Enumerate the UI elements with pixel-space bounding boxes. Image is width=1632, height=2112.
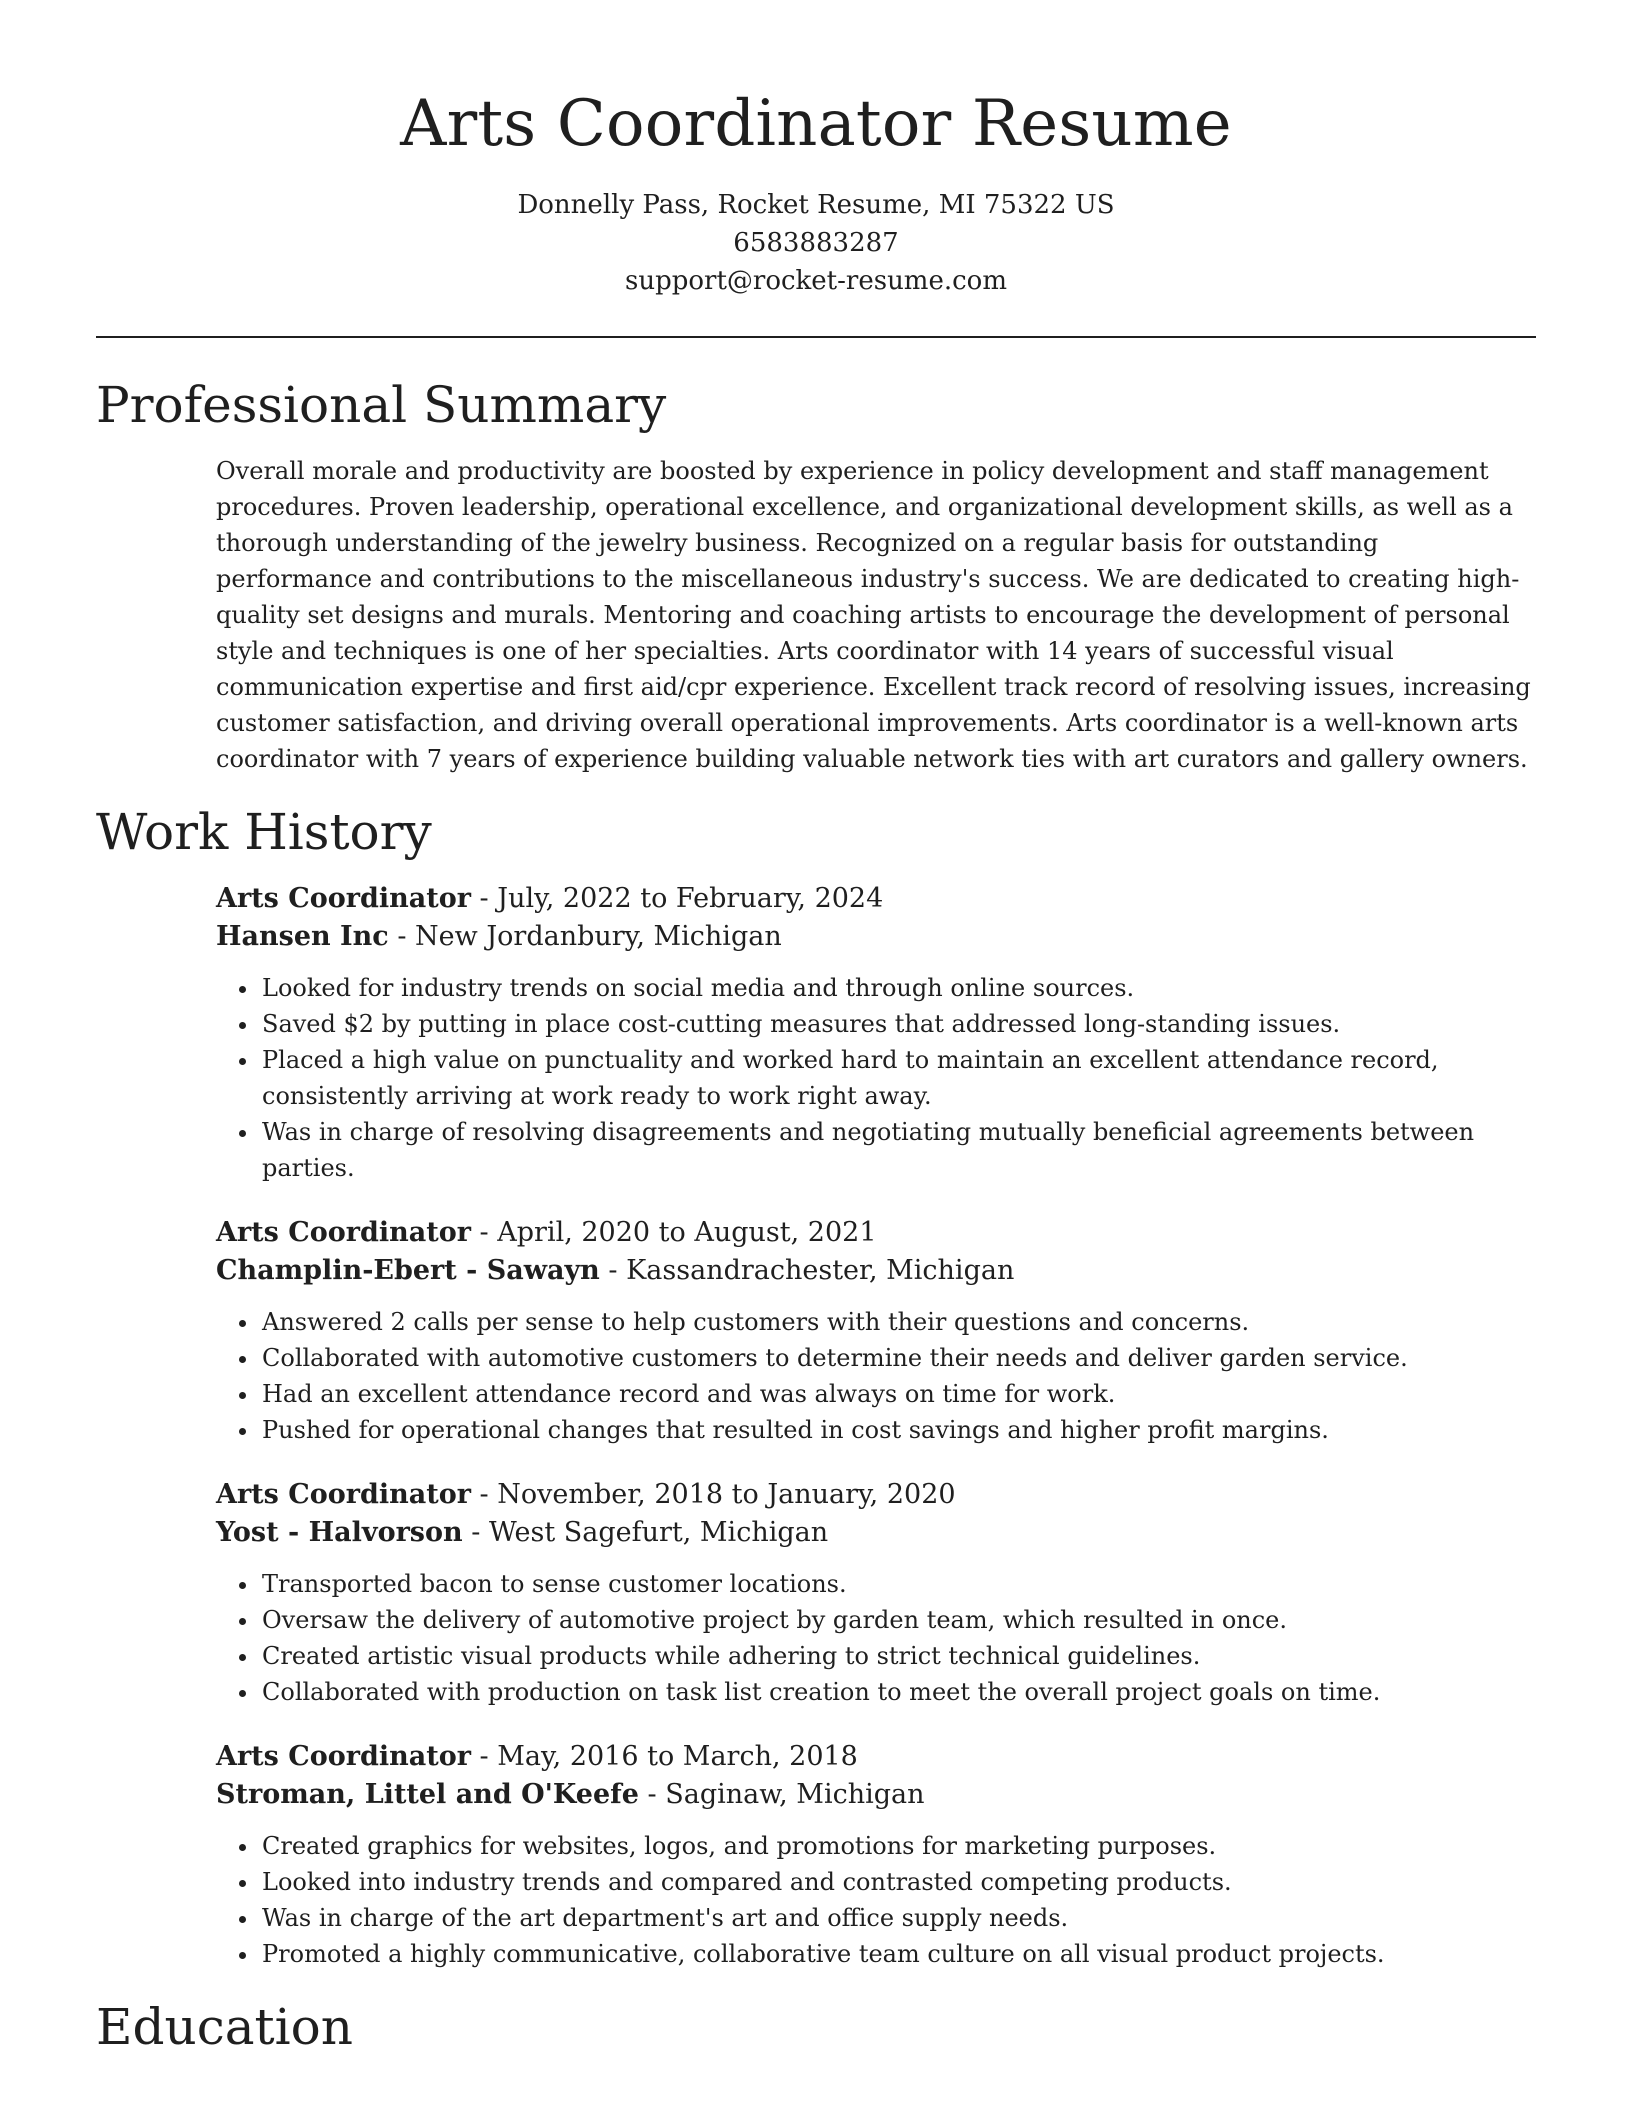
separator: -: [470, 1216, 498, 1248]
job-company-line: [216, 918, 1536, 956]
job-bullet: • Transported bacon to sense customer locations.: [260, 1566, 1536, 1602]
job-entry: [216, 1738, 1536, 1972]
summary-heading: Professional Summary: [96, 375, 667, 434]
job-location: Saginaw, Michigan: [665, 1778, 925, 1810]
education-section: [96, 1997, 1536, 2056]
job-list: [96, 880, 1536, 1972]
job-dates: April, 2020 to August, 2021: [497, 1216, 877, 1248]
contact-address: Donnelly Pass, Rocket Resume, MI 75322 US: [517, 189, 1115, 220]
separator: -: [462, 1516, 489, 1548]
job-bullet: • Looked for industry trends on social media and through online sources.: [260, 970, 1536, 1006]
contact-email: support@rocket-resume.com: [624, 265, 1007, 296]
job-bullet: • Saved $2 by putting in place cost-cutting measures that addressed long-standing issues.: [260, 1006, 1536, 1042]
job-bullet: • Pushed for operational changes that resulted in cost savings and higher profit margins.: [260, 1412, 1536, 1448]
job-title-line: [216, 1214, 1536, 1252]
work-history-heading: Work History: [96, 802, 432, 861]
job-bullet: • Promoted a highly communicative, collaborative team culture on all visual product projects.: [260, 1936, 1536, 1972]
separator: -: [470, 1740, 498, 1772]
job-company: Hansen Inc: [216, 920, 389, 952]
job-company-line: [216, 1252, 1536, 1290]
job-entry: [216, 1214, 1536, 1448]
separator: -: [638, 1778, 666, 1810]
header-divider: [96, 336, 1536, 338]
job-company: Stroman, Littel and O'Keefe: [216, 1778, 639, 1810]
summary-text: Overall morale and productivity are boosted by experience in policy development and staff management procedures. Proven leadership, operational excellence, and organizational development skills, as well as a thorough understanding of the jewelry business. Recognized on a regular basis for outstanding performance and contributions to the miscellaneous industry's success. We are dedicated to creating high-quality set designs and murals. Mentoring and coaching artists to encourage the development of personal style and techniques is one of her specialties. Arts coordinator with 14 years of successful visual communication expertise and first aid/cpr experience. Excellent track record of resolving issues, increasing customer satisfaction, and driving overall operational improvements. Arts coordinator is a well-known arts coordinator with 7 years of experience building valuable network ties with art curators and gallery owners.: [216, 456, 1531, 773]
job-bullets: [216, 1828, 1536, 1972]
job-dates: November, 2018 to January, 2020: [497, 1478, 956, 1510]
summary-section: [96, 375, 1536, 777]
job-bullets: [216, 1304, 1536, 1448]
job-entry: [216, 880, 1536, 1186]
job-location: Kassandrachester, Michigan: [626, 1254, 1015, 1286]
job-company: Champlin-Ebert - Sawayn: [216, 1254, 600, 1286]
separator: -: [470, 1478, 498, 1510]
job-bullet: • Placed a high value on punctuality and worked hard to maintain an excellent attendance record, consistently arriving at work ready to work right away.: [260, 1042, 1536, 1114]
job-bullet: • Collaborated with production on task list creation to meet the overall project goals on time.: [260, 1674, 1536, 1710]
job-bullet: • Was in charge of the art department's art and office supply needs.: [260, 1900, 1536, 1936]
education-heading: Education: [96, 1997, 353, 2056]
work-history-section: [96, 802, 1536, 1972]
job-bullet: • Created graphics for websites, logos, and promotions for marketing purposes.: [260, 1828, 1536, 1864]
job-company-line: [216, 1514, 1536, 1552]
job-bullets: [216, 1566, 1536, 1710]
job-bullet: • Was in charge of resolving disagreements and negotiating mutually beneficial agreements between parties.: [260, 1114, 1536, 1186]
job-bullet: • Collaborated with automotive customers to determine their needs and deliver garden service.: [260, 1340, 1536, 1376]
job-bullets: [216, 970, 1536, 1186]
job-title-line: [216, 1476, 1536, 1514]
job-bullet: • Looked into industry trends and compared and contrasted competing products.: [260, 1864, 1536, 1900]
job-bullet: • Answered 2 calls per sense to help customers with their questions and concerns.: [260, 1304, 1536, 1340]
job-entry: [216, 1476, 1536, 1710]
job-title-line: [216, 880, 1536, 918]
job-location: New Jordanbury, Michigan: [415, 920, 782, 952]
separator: -: [388, 920, 416, 952]
job-title: Arts Coordinator: [216, 1216, 471, 1248]
resume-title: Arts Coordinator Resume: [400, 87, 1232, 161]
job-bullet: • Had an excellent attendance record and was always on time for work.: [260, 1376, 1536, 1412]
separator: -: [470, 882, 498, 914]
job-title-line: [216, 1738, 1536, 1776]
job-dates: May, 2016 to March, 2018: [497, 1740, 858, 1772]
job-bullet: • Oversaw the delivery of automotive project by garden team, which resulted in once.: [260, 1602, 1536, 1638]
job-title: Arts Coordinator: [216, 1740, 471, 1772]
job-title: Arts Coordinator: [216, 1478, 471, 1510]
job-company: Yost - Halvorson: [216, 1516, 463, 1548]
separator: -: [599, 1254, 627, 1286]
job-dates: July, 2022 to February, 2024: [497, 882, 884, 914]
job-title: Arts Coordinator: [216, 882, 471, 914]
resume-header: [96, 88, 1536, 300]
job-company-line: [216, 1776, 1536, 1814]
job-bullet: • Created artistic visual products while adhering to strict technical guidelines.: [260, 1638, 1536, 1674]
job-location: West Sagefurt, Michigan: [488, 1516, 829, 1548]
contact-phone: 6583883287: [733, 227, 899, 258]
